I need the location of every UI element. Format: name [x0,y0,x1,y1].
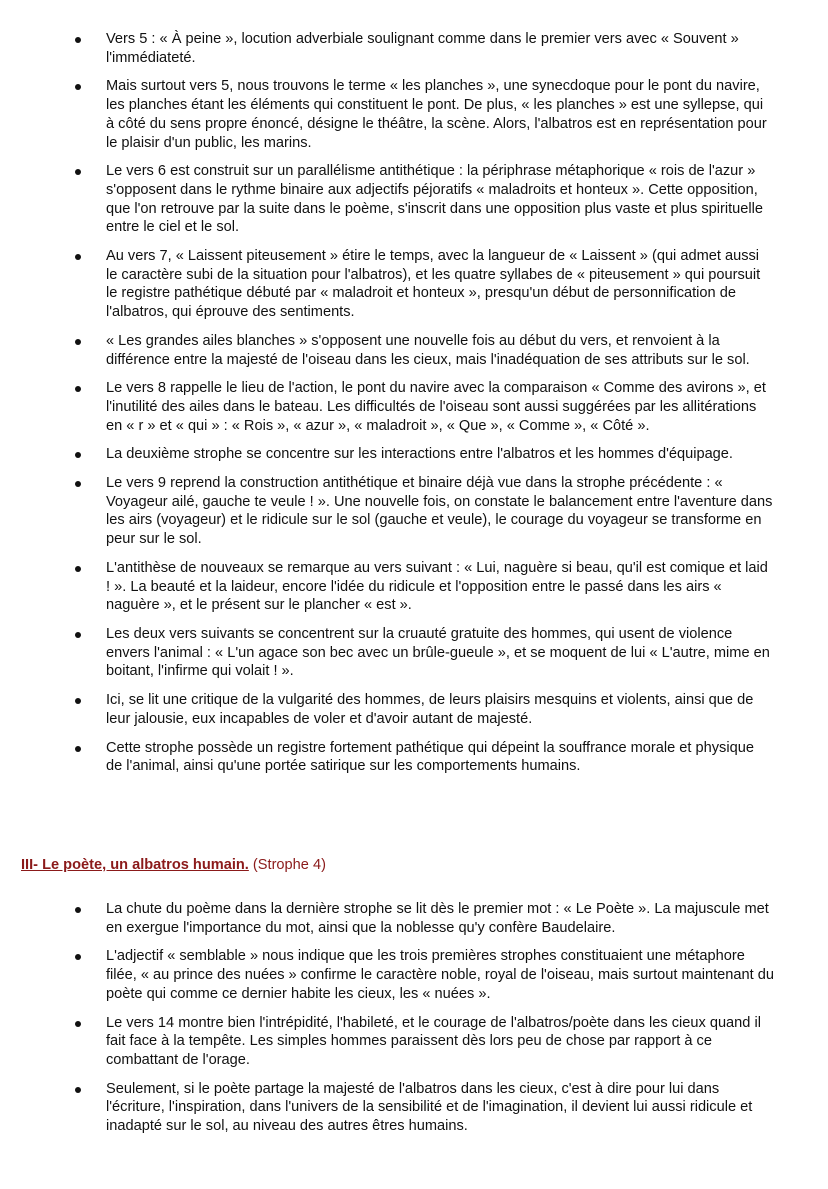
list-item-text: « Les grandes ailes blanches » s'opposent une nouvelle fois au début du vers, et renvoient à la différence entre la majesté de l'oiseau dans les cieux, mais l'inadéquation de ses attributs sur le sol. [106,332,750,368]
list-item-text: Vers 5 : « À peine », locution adverbiale soulignant comme dans le premier vers avec « Souvent » l'immédiateté. [106,31,739,66]
list-item [0,332,828,369]
bullet-icon [75,84,81,90]
list-item [0,739,828,776]
bullet-icon [75,632,81,638]
list-item [0,625,828,681]
list-item [0,1014,828,1070]
list-item [0,474,828,549]
list-item-text: Les deux vers suivants se concentrent sur la cruauté gratuite des hommes, qui usent de violence envers l'animal : « L'un agace son bec avec un brûle-gueule », et se moquent de lui « L'autre, mime en boitant, l'infirme qui volait ! ». [106,625,770,680]
list-item-text: Le vers 14 montre bien l'intrépidité, l'habileté, et le courage de l'albatros/poète dans les cieux quand il fait face à la tempête. Les simples hommes paraissent dès lors peu de chose par rapport à ce combattant de l'orage. [106,1014,761,1068]
section-heading-note: (Strophe 4) [252,857,326,873]
list-item-text: La chute du poème dans la dernière strophe se lit dès le premier mot : « Le Poète ». La majuscule met en exergue l'importance du mot, ainsi que la noblesse qu'y confère Baudelaire. [106,901,769,936]
section-heading-title: III- Le poète, un albatros humain. [21,857,249,873]
list-item-text: L'antithèse de nouveaux se remarque au vers suivant : « Lui, naguère si beau, qu'il est comique et laid ! ». La beauté et la laideur, encore l'idée du ridicule et l'opposition entre le passé dans les airs « naguère », et le présent sur le plancher « est ». [106,559,768,614]
list-item [0,900,828,937]
list-item [0,30,828,67]
list-item [0,77,828,152]
bullet-icon [75,254,81,260]
list-item [0,691,828,728]
bullet-icon [75,1087,81,1093]
bullet-list-strophes [0,30,828,786]
list-item-text: La deuxième strophe se concentre sur les interactions entre l'albatros et les hommes d'équipage. [106,446,733,463]
bullet-icon [75,698,81,704]
list-item-text: Mais surtout vers 5, nous trouvons le terme « les planches », une synecdoque pour le pont du navire, les planches étant les éléments qui constituent le pont. De plus, « les planches » est une syllepse, qui à côté du sens propre énoncé, désigne le théâtre, la scène. Alors, l'albatros est en représentation pour le plaisir d'un public, les marins. [106,78,767,151]
list-item-text: Au vers 7, « Laissent piteusement » étire le temps, avec la langueur de « Laissent » (qui admet aussi le caractère subi de la situation pour l'albatros), et les quatre syllabes de « piteusement » qui poursuit le registre pathétique débuté par « maladroit et honteux », presqu'un début de personnification de l'albatros, qui éprouve des sentiments. [106,248,761,321]
bullet-list-poete [0,900,828,1146]
list-item-text: Seulement, si le poète partage la majesté de l'albatros dans les cieux, c'est à dire pour lui dans l'écriture, l'inspiration, dans l'univers de la sensibilité et de l'imagination, il devient lui aussi ridicule et inadapté sur le sol, au niveau des autres êtres humains. [106,1080,753,1135]
bullet-icon [75,1021,81,1027]
list-item-text: Ici, se lit une critique de la vulgarité des hommes, de leurs plaisirs mesquins et violents, ainsi que de leur jalousie, eux incapables de voler et d'avoir autant de majesté. [106,692,754,727]
list-item [0,445,828,464]
list-item [0,379,828,435]
list-item-text: Le vers 6 est construit sur un parallélisme antithétique : la périphrase métaphorique « rois de l'azur » s'opposent dans le rythme binaire aux adjectifs péjoratifs « maladroits et honteux ». Cette opposition, que l'on retrouve par la suite dans le poème, s'inscrit dans une opposition plus vaste et plus spirituelle entre le ciel et le sol. [106,163,763,236]
bullet-icon [75,907,81,913]
list-item-text: L'adjectif « semblable » nous indique que les trois premières strophes constituaient une métaphore filée, « au prince des nuées » confirme le caractère noble, royal de l'oiseau, mais surtout maintenant du poète qui comme ce dernier habite les cieux, les « nuées ». [106,948,774,1002]
list-item-text: Le vers 9 reprend la construction antithétique et binaire déjà vue dans la strophe précédente : « Voyageur ailé, gauche te veule ! ». Une nouvelle fois, on constate le balancement entre l'aventure dans les airs (voyageur) et le ridicule sur le sol (gauche et veule), le courage du voyageur se transforme en peur sur le sol. [106,475,773,548]
bullet-icon [75,169,81,175]
bullet-icon [75,386,81,392]
bullet-icon [75,954,81,960]
bullet-icon [75,746,81,752]
bullet-icon [75,339,81,345]
section-heading [21,856,326,874]
list-item [0,947,828,1003]
list-item [0,247,828,322]
bullet-icon [75,481,81,487]
list-item-text: Le vers 8 rappelle le lieu de l'action, le pont du navire avec la comparaison « Comme des avirons », et l'inutilité des ailes dans le bateau. Les difficultés de l'oiseau sont aussi suggérées par les allitérations en « r » et « qui » : « Rois », « azur », « maladroit », « Que », « Comme », « Côté ». [106,380,766,434]
list-item [0,162,828,237]
list-item [0,1080,828,1136]
bullet-icon [75,37,81,43]
bullet-icon [75,452,81,458]
list-item [0,559,828,615]
bullet-icon [75,566,81,572]
list-item-text: Cette strophe possède un registre fortement pathétique qui dépeint la souffrance morale et physique de l'animal, ainsi qu'une portée satirique sur les comportements humains. [106,739,754,775]
